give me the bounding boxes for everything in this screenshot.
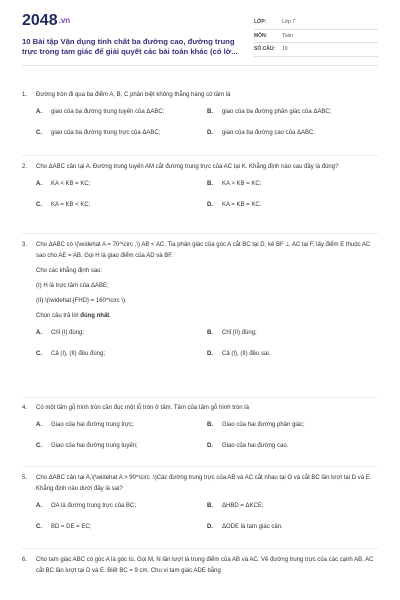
option-c[interactable] bbox=[36, 200, 207, 211]
option-label: B. bbox=[207, 181, 213, 187]
question-6 bbox=[22, 555, 378, 580]
option-b[interactable] bbox=[207, 107, 378, 118]
option-label: B. bbox=[207, 109, 213, 115]
question-number: 1. bbox=[22, 92, 28, 98]
question-text: Cho ΔABC cân tại A. Đường trung tuyến AM cắt đường trung trực của AC tại K. Khẳng định nào sau đây là đúng? bbox=[36, 164, 339, 170]
option-b[interactable] bbox=[207, 328, 378, 339]
option-label: C. bbox=[36, 443, 42, 449]
option-d[interactable] bbox=[207, 441, 378, 452]
question-5 bbox=[22, 473, 378, 543]
meta-row-count bbox=[254, 43, 378, 57]
question-1 bbox=[22, 90, 378, 149]
option-text: Cả (I), (II) đều sai. bbox=[222, 351, 271, 357]
option-label: D. bbox=[207, 351, 213, 357]
option-label: C. bbox=[36, 202, 42, 208]
question-text: Cho ΔABC có \(\widehat A = 70^\circ ,\) AB < AC. Tia phân giác của góc A cắt BC tại D, kẻ BF ⊥ AC tại F, lấy điểm E thuộc AC sao cho AE = AB. Gọi H là giao điểm của AD và BF. bbox=[36, 242, 371, 259]
option-text: KA = KB = KC. bbox=[222, 202, 262, 208]
question-number: 6. bbox=[22, 557, 28, 563]
option-text: giao của ba đường cao của ΔABC. bbox=[222, 130, 316, 136]
option-a[interactable] bbox=[36, 501, 207, 512]
meta-value: Toán bbox=[282, 32, 293, 39]
option-text: KA > KB = KC; bbox=[222, 181, 262, 187]
question-number: 5. bbox=[22, 475, 28, 481]
option-text: BD = DE = EC; bbox=[51, 524, 92, 530]
meta-key: MÔN: bbox=[254, 32, 268, 39]
option-text: Giao của hai đường trung trực; bbox=[51, 422, 134, 428]
instruction-suffix: . bbox=[109, 313, 111, 319]
meta-value: 10 bbox=[282, 46, 288, 53]
option-label: D. bbox=[207, 202, 213, 208]
question-text: Cho ΔABC cân tại A,\(\widehat A > 90^\circ .\)Các đường trung trực của AB và AC cắt nhau tại O và cắt BC lần lượt tại D và E. Khẳng định nào dưới đây là sai? bbox=[36, 475, 372, 492]
meta-row-subject bbox=[254, 30, 378, 44]
meta-value: Lớp 7 bbox=[282, 19, 296, 26]
question-instruction bbox=[36, 311, 378, 322]
question-3 bbox=[22, 240, 378, 370]
question-line: (I) H là trực tâm của ΔABE; bbox=[36, 283, 109, 289]
question-separator bbox=[22, 548, 378, 549]
option-label: A. bbox=[36, 109, 42, 115]
option-d[interactable] bbox=[207, 200, 378, 211]
option-c[interactable] bbox=[36, 128, 207, 139]
options bbox=[36, 107, 378, 139]
option-text: Giao của hai đường trung tuyến; bbox=[51, 443, 138, 449]
option-text: Giao của hai đường cao. bbox=[222, 443, 289, 449]
meta-key: SỐ CÂU: bbox=[254, 46, 276, 53]
instruction-prefix: Chọn câu trả lời bbox=[36, 313, 81, 319]
question-line: (II) \(\widehat {FHD} = 160^\circ \). bbox=[36, 298, 127, 304]
option-a[interactable] bbox=[36, 107, 207, 118]
option-text: ΔODE là tam giác cân. bbox=[222, 524, 283, 530]
option-c[interactable] bbox=[36, 522, 207, 533]
question-number: 3. bbox=[22, 242, 28, 248]
brand-name: 2048 bbox=[22, 12, 58, 29]
options bbox=[36, 420, 378, 452]
brand-logo[interactable] bbox=[22, 12, 70, 30]
option-text: giao của ba đường trung trực của ΔABC; bbox=[51, 130, 161, 136]
option-label: A. bbox=[36, 330, 42, 336]
option-d[interactable] bbox=[207, 522, 378, 533]
option-text: Giao của hai đường phân giác; bbox=[222, 422, 305, 428]
question-number: 4. bbox=[22, 405, 28, 411]
question-text: Có một tấm gỗ hình tròn cần đục một lỗ tròn ở tâm. Tâm của tấm gỗ hình tròn là bbox=[36, 405, 249, 411]
option-text: Chỉ (I) đúng; bbox=[51, 330, 85, 336]
option-label: A. bbox=[36, 181, 42, 187]
option-label: C. bbox=[36, 524, 42, 530]
option-text: Cả (I), (II) đều đúng; bbox=[51, 351, 106, 357]
option-label: A. bbox=[36, 422, 42, 428]
question-text: Cho tam giác ABC có góc A là góc tù. Gọi M, N lần lượt là trung điểm của AB và AC. Vẽ đường trung trực của các cạnh AB, AC cắt BC lần lượt tại D và E. Biết BC = 9 cm. Chu vi tam giác ADE bằng bbox=[36, 557, 374, 574]
options bbox=[36, 328, 378, 360]
question-text: Đường tròn đi qua ba điểm A, B, C phân biệt không thẳng hàng có tâm là bbox=[36, 92, 231, 98]
meta-row-class bbox=[254, 16, 378, 30]
options bbox=[36, 501, 378, 533]
meta-key: LỚP: bbox=[254, 19, 267, 26]
option-a[interactable] bbox=[36, 420, 207, 431]
option-b[interactable] bbox=[207, 420, 378, 431]
option-label: B. bbox=[207, 503, 213, 509]
option-text: OA là đường trung trực của BC; bbox=[51, 503, 137, 509]
option-d[interactable] bbox=[207, 128, 378, 139]
option-text: Chỉ (II) đúng; bbox=[222, 330, 257, 336]
option-text: giao của ba đường phân giác của ΔABC; bbox=[222, 109, 332, 115]
option-c[interactable] bbox=[36, 441, 207, 452]
option-label: A. bbox=[36, 503, 42, 509]
question-line: Cho các khẳng định sau: bbox=[36, 268, 103, 274]
question-number: 2. bbox=[22, 164, 28, 170]
option-text: KA < KB = KC; bbox=[51, 181, 91, 187]
option-label: B. bbox=[207, 422, 213, 428]
option-c[interactable] bbox=[36, 349, 207, 360]
option-label: D. bbox=[207, 524, 213, 530]
option-b[interactable] bbox=[207, 501, 378, 512]
question-separator bbox=[22, 155, 378, 156]
page-title: 10 Bài tập Vận dụng tính chất ba đường cao, đường trung trực trong tam giác để giải quyết các bài toán khác (có lờ... bbox=[22, 37, 238, 56]
option-d[interactable] bbox=[207, 349, 378, 360]
header bbox=[22, 10, 378, 60]
instruction-bold: đúng nhất bbox=[80, 313, 110, 319]
question-2 bbox=[22, 162, 378, 221]
option-text: ΔHBD = ΔKCE; bbox=[222, 503, 264, 509]
option-label: C. bbox=[36, 130, 42, 136]
options bbox=[36, 179, 378, 211]
meta-table bbox=[254, 16, 378, 57]
question-separator bbox=[22, 466, 378, 467]
option-a[interactable] bbox=[36, 179, 207, 190]
question-separator bbox=[22, 233, 378, 234]
option-a[interactable] bbox=[36, 328, 207, 339]
question-4 bbox=[22, 403, 378, 462]
question-separator bbox=[22, 397, 378, 398]
option-label: D. bbox=[207, 130, 213, 136]
option-label: B. bbox=[207, 330, 213, 336]
header-divider bbox=[22, 65, 378, 66]
option-label: D. bbox=[207, 443, 213, 449]
option-b[interactable] bbox=[207, 179, 378, 190]
option-text: KA = KB < KC; bbox=[51, 202, 91, 208]
option-label: C. bbox=[36, 351, 42, 357]
brand-tld: .vn bbox=[58, 16, 71, 25]
option-text: giao của ba đường trung tuyến của ΔABC; bbox=[51, 109, 165, 115]
